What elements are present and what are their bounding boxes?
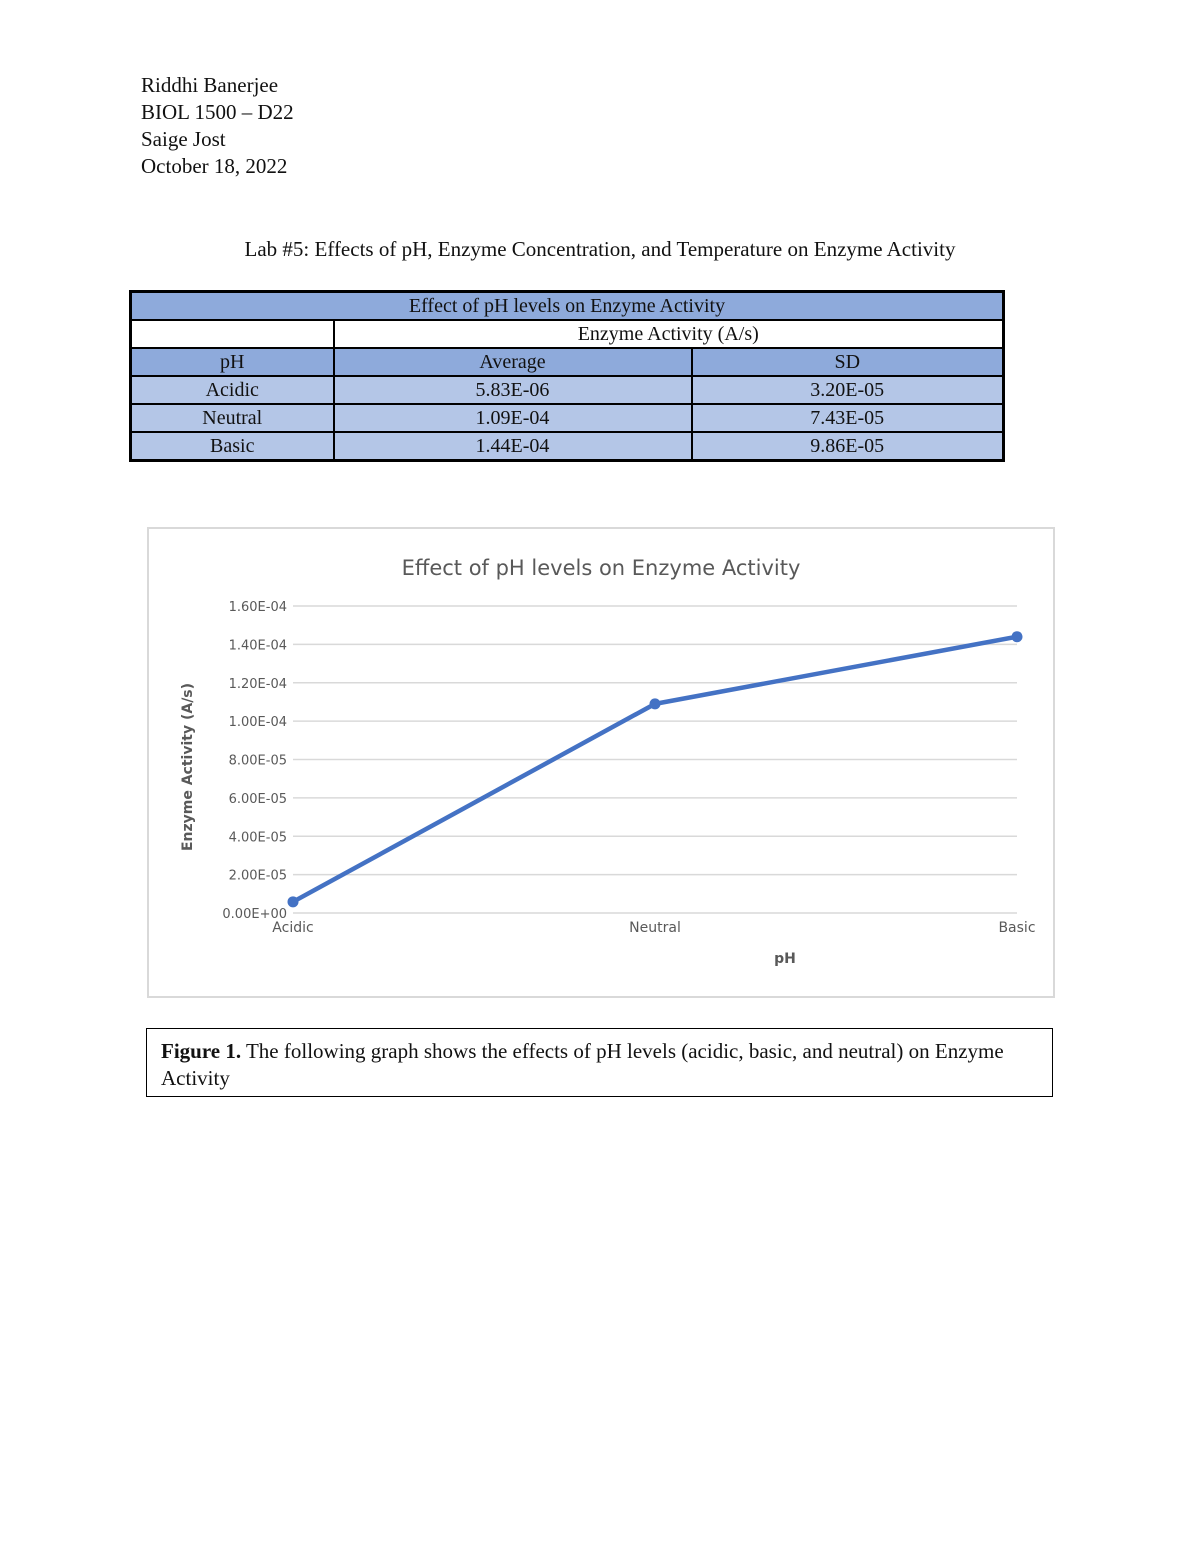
- table-cell: 1.44E-04: [334, 432, 692, 461]
- y-axis-label: Enzyme Activity (A/s): [180, 682, 196, 852]
- column-header: Average: [334, 348, 692, 376]
- y-axis-tick-labels: [222, 600, 287, 922]
- table-group-header: Enzyme Activity (A/s): [334, 320, 1004, 348]
- table-cell: 3.20E-05: [692, 376, 1004, 404]
- caption-label: Figure 1.: [161, 1039, 242, 1063]
- series-line: [293, 637, 1017, 902]
- data-point: [650, 698, 661, 709]
- data-series: [288, 631, 1023, 907]
- table-title: Effect of pH levels on Enzyme Activity: [131, 292, 1004, 321]
- caption-text: The following graph shows the effects of pH levels (acidic, basic, and neutral) on Enzyme Activity: [161, 1039, 1004, 1090]
- x-tick-label: Basic: [998, 920, 1036, 936]
- x-axis-tick-labels: [272, 920, 1035, 936]
- column-header: SD: [692, 348, 1004, 376]
- y-tick-label: 0.00E+00: [222, 907, 287, 922]
- x-axis-label: pH: [774, 951, 796, 967]
- y-tick-label: 1.60E-04: [228, 600, 287, 615]
- table-title-row: [131, 292, 1004, 321]
- x-tick-label: Neutral: [629, 920, 681, 936]
- table-cell: 7.43E-05: [692, 404, 1004, 432]
- table-cell: Basic: [131, 432, 334, 461]
- y-tick-label: 1.40E-04: [228, 638, 287, 654]
- y-tick-label: 8.00E-05: [228, 753, 287, 769]
- column-header: pH: [131, 348, 334, 376]
- ph-activity-table: [129, 290, 1005, 462]
- y-tick-label: 1.00E-04: [228, 715, 287, 731]
- x-tick-label: Acidic: [272, 920, 314, 936]
- author-name: Riddhi Banerjee: [141, 73, 279, 97]
- table-row: [131, 404, 1004, 432]
- document-title: Lab #5: Effects of pH, Enzyme Concentration, and Temperature on Enzyme Activity: [244, 237, 956, 261]
- instructor-name: Saige Jost: [141, 127, 226, 151]
- report-date: October 18, 2022: [141, 154, 288, 178]
- data-point: [288, 896, 299, 907]
- data-point: [1012, 631, 1023, 642]
- table-cell: 1.09E-04: [334, 404, 692, 432]
- figure-caption: [146, 1028, 1053, 1097]
- y-tick-label: 2.00E-05: [228, 868, 287, 884]
- y-tick-label: 4.00E-05: [228, 830, 287, 846]
- chart-frame: [147, 527, 1055, 998]
- header-block: [141, 72, 294, 180]
- line-chart: [149, 529, 1053, 996]
- table-row: [131, 376, 1004, 404]
- table-cell: Acidic: [131, 376, 334, 404]
- table-header-row: [131, 348, 1004, 376]
- table-cell: Neutral: [131, 404, 334, 432]
- gridlines: [293, 606, 1017, 913]
- chart-title: Effect of pH levels on Enzyme Activity: [401, 556, 801, 580]
- table-group-row: [131, 320, 1004, 348]
- table-cell-empty: [131, 320, 334, 348]
- table-cell: 9.86E-05: [692, 432, 1004, 461]
- table-row: [131, 432, 1004, 461]
- table-cell: 5.83E-06: [334, 376, 692, 404]
- course-code: BIOL 1500 – D22: [141, 100, 294, 124]
- y-tick-label: 1.20E-04: [228, 676, 287, 692]
- y-tick-label: 6.00E-05: [228, 791, 287, 807]
